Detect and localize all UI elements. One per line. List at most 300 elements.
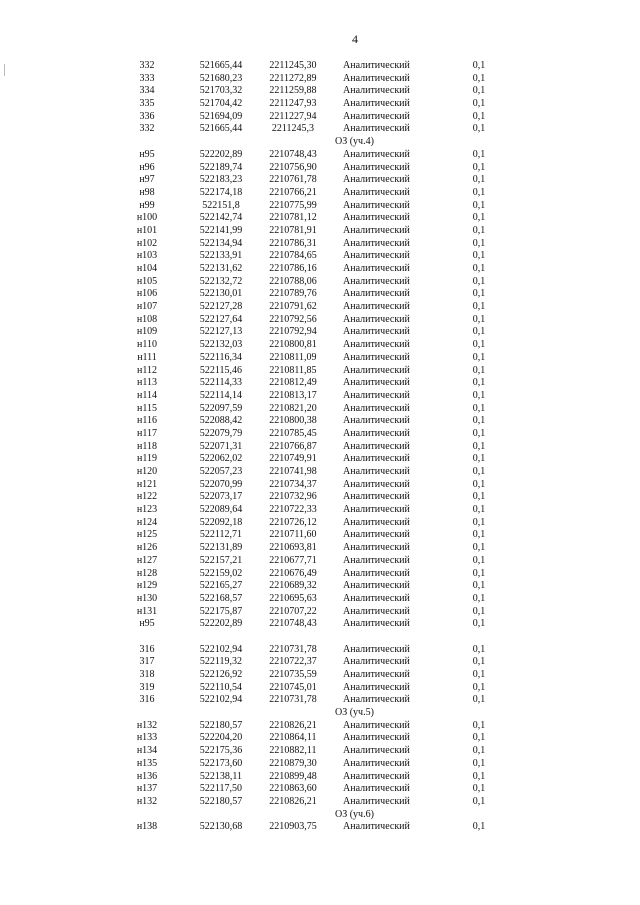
point-number: н116 <box>137 415 157 427</box>
accuracy: 0,1 <box>472 72 486 84</box>
coord-x: 522130,68 <box>199 821 243 833</box>
coord-y: 2210781,91 <box>269 224 317 236</box>
table-row <box>0 453 640 466</box>
method: Аналитический <box>343 516 410 528</box>
accuracy: 0,1 <box>472 110 486 122</box>
method: Аналитический <box>343 770 410 782</box>
table-row <box>0 758 640 771</box>
accuracy: 0,1 <box>472 212 486 224</box>
point-number: н132 <box>136 719 158 731</box>
method: Аналитический <box>343 263 410 274</box>
table-row <box>0 656 640 669</box>
table-row <box>0 149 640 162</box>
table-row <box>0 732 640 745</box>
coord-y: 2210711,60 <box>269 529 317 541</box>
accuracy: 0,1 <box>472 681 486 693</box>
coord-x: 522183,23 <box>199 174 243 186</box>
method: Аналитический <box>343 466 410 477</box>
coord-y: 2210741,98 <box>269 466 317 477</box>
table-row <box>0 517 640 530</box>
point-number: 316 <box>139 694 155 706</box>
section-heading <box>0 136 640 149</box>
section-label: ОЗ (уч.4) <box>335 136 374 148</box>
point-number: н101 <box>136 224 158 236</box>
coord-y: 2210811,09 <box>269 351 317 363</box>
coord-x: 522119,32 <box>199 656 243 668</box>
method: Аналитический <box>343 110 410 122</box>
coord-y: 2210882,11 <box>269 745 317 757</box>
table-row <box>0 542 640 555</box>
method: Аналитический <box>343 694 410 706</box>
table-row <box>0 555 640 568</box>
coord-y: 2210689,32 <box>269 580 317 592</box>
point-number: н130 <box>136 592 158 604</box>
coord-y: 2210761,78 <box>269 174 317 186</box>
coord-y: 2210899,48 <box>269 770 317 782</box>
table-row <box>0 491 640 504</box>
point-number: н122 <box>136 491 158 503</box>
coord-x: 521694,09 <box>199 110 243 122</box>
table-row <box>0 263 640 276</box>
point-number: н125 <box>136 529 158 541</box>
coord-y: 2210903,75 <box>269 821 317 833</box>
coord-y: 2210800,81 <box>269 339 317 351</box>
accuracy: 0,1 <box>472 618 486 630</box>
coord-y: 2210676,49 <box>269 567 317 579</box>
coord-x: 522079,79 <box>199 427 243 439</box>
method: Аналитический <box>343 288 410 300</box>
point-number: 316 <box>139 643 155 655</box>
point-number: н126 <box>136 542 158 554</box>
coord-x: 521665,44 <box>199 60 243 71</box>
section-heading <box>0 809 640 822</box>
section-label: ОЗ (уч.5) <box>335 707 374 719</box>
method: Аналитический <box>343 377 410 389</box>
accuracy: 0,1 <box>472 427 486 439</box>
coord-x: 522151,8 <box>202 199 240 211</box>
table-row <box>0 390 640 403</box>
table-row <box>0 720 640 733</box>
method: Аналитический <box>343 567 410 579</box>
coord-y: 2210732,96 <box>269 491 317 503</box>
method: Аналитический <box>343 656 410 668</box>
coord-y: 2210766,87 <box>269 440 317 452</box>
coord-x: 522130,01 <box>199 288 243 300</box>
coord-y: 2210789,76 <box>269 288 317 300</box>
point-number: 332 <box>139 60 155 71</box>
accuracy: 0,1 <box>472 301 486 313</box>
table-row <box>0 428 640 441</box>
point-number: н104 <box>136 263 158 274</box>
coord-y: 2211245,30 <box>269 60 317 71</box>
coord-y: 2210731,78 <box>269 643 317 655</box>
coord-x: 522132,03 <box>199 339 243 351</box>
table-row <box>0 301 640 314</box>
method: Аналитический <box>343 161 410 173</box>
coord-x: 522202,89 <box>199 618 243 630</box>
method: Аналитический <box>343 491 410 503</box>
accuracy: 0,1 <box>472 567 486 579</box>
coord-x: 522127,28 <box>199 301 243 313</box>
accuracy: 0,1 <box>472 351 486 363</box>
table-row <box>0 377 640 390</box>
table-row <box>0 85 640 98</box>
method: Аналитический <box>343 681 410 693</box>
table-row <box>0 504 640 517</box>
point-number: н124 <box>136 516 158 528</box>
accuracy: 0,1 <box>472 377 486 389</box>
accuracy: 0,1 <box>472 783 486 795</box>
coord-y: 2210864,11 <box>269 732 317 744</box>
coordinates-table <box>0 60 640 834</box>
coord-x: 522057,23 <box>199 466 243 477</box>
method: Аналитический <box>343 389 410 401</box>
method: Аналитический <box>343 554 410 566</box>
accuracy: 0,1 <box>472 554 486 566</box>
coord-y: 2210748,43 <box>269 148 317 160</box>
accuracy: 0,1 <box>472 440 486 452</box>
table-row <box>0 250 640 263</box>
coord-x: 522110,54 <box>199 681 243 693</box>
table-row <box>0 238 640 251</box>
accuracy: 0,1 <box>472 643 486 655</box>
method: Аналитический <box>343 618 410 630</box>
coord-x: 522175,36 <box>199 745 243 757</box>
method: Аналитический <box>343 275 410 287</box>
coord-y: 2210749,91 <box>269 453 317 465</box>
accuracy: 0,1 <box>472 402 486 414</box>
method: Аналитический <box>343 85 410 97</box>
accuracy: 0,1 <box>472 605 486 617</box>
point-number: н95 <box>139 618 155 630</box>
coord-y: 2210775,99 <box>269 199 317 211</box>
accuracy: 0,1 <box>472 250 486 262</box>
method: Аналитический <box>343 123 410 135</box>
table-row <box>0 365 640 378</box>
point-number: н107 <box>136 301 158 313</box>
table-row <box>0 212 640 225</box>
coord-x: 522142,74 <box>199 212 243 224</box>
coord-y: 2210677,71 <box>269 554 317 566</box>
accuracy: 0,1 <box>472 491 486 503</box>
accuracy: 0,1 <box>472 466 486 477</box>
table-row <box>0 162 640 175</box>
method: Аналитический <box>343 351 410 363</box>
coord-x: 522127,13 <box>199 326 243 338</box>
accuracy: 0,1 <box>472 795 486 807</box>
method: Аналитический <box>343 326 410 338</box>
point-number: н123 <box>136 504 158 516</box>
coord-x: 522116,34 <box>199 351 243 363</box>
method: Аналитический <box>343 427 410 439</box>
coord-y: 2210821,20 <box>269 402 317 414</box>
accuracy: 0,1 <box>472 123 486 135</box>
coord-y: 2210792,56 <box>269 313 317 325</box>
section-heading <box>0 707 640 720</box>
coord-y: 2211272,89 <box>269 72 317 84</box>
method: Аналитический <box>343 669 410 680</box>
coord-x: 522168,57 <box>199 592 243 604</box>
table-row <box>0 606 640 619</box>
coord-y: 2210748,43 <box>269 618 317 630</box>
blank-row <box>0 631 640 644</box>
table-row <box>0 339 640 352</box>
coord-x: 522102,94 <box>199 643 243 655</box>
table-row <box>0 200 640 213</box>
accuracy: 0,1 <box>472 504 486 516</box>
method: Аналитический <box>343 199 410 211</box>
coord-x: 522114,14 <box>199 389 243 401</box>
coord-y: 2210766,21 <box>269 186 317 198</box>
accuracy: 0,1 <box>472 174 486 186</box>
table-row <box>0 771 640 784</box>
accuracy: 0,1 <box>472 529 486 541</box>
method: Аналитический <box>343 643 410 655</box>
coord-y: 2211245,3 <box>271 123 315 135</box>
point-number: н129 <box>136 580 158 592</box>
point-number: н109 <box>136 326 158 338</box>
coord-y: 2210784,65 <box>269 250 317 262</box>
point-number: н97 <box>139 174 155 186</box>
table-row <box>0 60 640 73</box>
point-number: н117 <box>137 427 157 439</box>
method: Аналитический <box>343 224 410 236</box>
coord-x: 522114,33 <box>199 377 243 389</box>
method: Аналитический <box>343 529 410 541</box>
coord-y: 2210731,78 <box>269 694 317 706</box>
table-row <box>0 403 640 416</box>
accuracy: 0,1 <box>472 719 486 731</box>
accuracy: 0,1 <box>472 821 486 833</box>
point-number: н114 <box>137 389 157 401</box>
coord-x: 522131,89 <box>199 542 243 554</box>
method: Аналитический <box>343 148 410 160</box>
method: Аналитический <box>343 478 410 490</box>
coord-x: 522175,87 <box>199 605 243 617</box>
table-row <box>0 415 640 428</box>
method: Аналитический <box>343 364 410 376</box>
table-row <box>0 796 640 809</box>
coord-x: 522159,02 <box>199 567 243 579</box>
coord-x: 522173,60 <box>199 757 243 769</box>
method: Аналитический <box>343 250 410 262</box>
method: Аналитический <box>343 453 410 465</box>
method: Аналитический <box>343 719 410 731</box>
method: Аналитический <box>343 237 410 249</box>
accuracy: 0,1 <box>472 732 486 744</box>
table-row <box>0 111 640 124</box>
coord-x: 522126,92 <box>199 669 243 680</box>
point-number: 333 <box>139 72 155 84</box>
coord-y: 2210813,17 <box>269 389 317 401</box>
accuracy: 0,1 <box>472 453 486 465</box>
point-number: н99 <box>139 199 155 211</box>
point-number: 336 <box>139 110 155 122</box>
coord-x: 522157,21 <box>199 554 243 566</box>
method: Аналитический <box>343 72 410 84</box>
method: Аналитический <box>343 440 410 452</box>
accuracy: 0,1 <box>472 148 486 160</box>
table-row <box>0 314 640 327</box>
method: Аналитический <box>343 504 410 516</box>
table-row <box>0 326 640 339</box>
coord-x: 522092,18 <box>199 516 243 528</box>
accuracy: 0,1 <box>472 275 486 287</box>
method: Аналитический <box>343 301 410 313</box>
coord-y: 2210826,21 <box>269 719 317 731</box>
table-row <box>0 276 640 289</box>
coord-y: 2210812,49 <box>269 377 317 389</box>
point-number: н110 <box>137 339 157 351</box>
accuracy: 0,1 <box>472 98 486 110</box>
table-row <box>0 669 640 682</box>
table-row <box>0 225 640 238</box>
coord-y: 2210756,90 <box>269 161 317 173</box>
accuracy: 0,1 <box>472 516 486 528</box>
accuracy: 0,1 <box>472 478 486 490</box>
point-number: н113 <box>137 377 157 389</box>
point-number: н115 <box>137 402 157 414</box>
point-number: 317 <box>139 656 155 668</box>
coord-x: 522117,50 <box>199 783 243 795</box>
coord-x: 522165,27 <box>199 580 243 592</box>
method: Аналитический <box>343 821 410 833</box>
coord-x: 522180,57 <box>199 719 243 731</box>
accuracy: 0,1 <box>472 542 486 554</box>
table-row <box>0 821 640 834</box>
table-row <box>0 187 640 200</box>
accuracy: 0,1 <box>472 415 486 427</box>
coord-x: 521704,42 <box>199 98 243 110</box>
accuracy: 0,1 <box>472 757 486 769</box>
accuracy: 0,1 <box>472 85 486 97</box>
method: Аналитический <box>343 757 410 769</box>
section-label: ОЗ (уч.6) <box>335 808 374 820</box>
point-number: н106 <box>136 288 158 300</box>
accuracy: 0,1 <box>472 263 486 274</box>
point-number: н131 <box>136 605 158 617</box>
point-number: 318 <box>139 669 155 680</box>
point-number: 332 <box>139 123 155 135</box>
table-row <box>0 618 640 631</box>
accuracy: 0,1 <box>472 592 486 604</box>
accuracy: 0,1 <box>472 161 486 173</box>
point-number: н105 <box>136 275 158 287</box>
coord-y: 2210722,37 <box>269 656 317 668</box>
accuracy: 0,1 <box>472 186 486 198</box>
coord-x: 522180,57 <box>199 795 243 807</box>
table-row <box>0 529 640 542</box>
table-row <box>0 123 640 136</box>
coord-y: 2211227,94 <box>269 110 317 122</box>
coord-x: 522089,64 <box>199 504 243 516</box>
point-number: н120 <box>136 466 158 477</box>
coord-x: 522202,89 <box>199 148 243 160</box>
coord-x: 522132,72 <box>199 275 243 287</box>
coord-y: 2210693,81 <box>269 542 317 554</box>
table-row <box>0 288 640 301</box>
coord-x: 522133,91 <box>199 250 243 262</box>
accuracy: 0,1 <box>472 224 486 236</box>
coord-y: 2210811,85 <box>269 364 317 376</box>
coord-y: 2210788,06 <box>269 275 317 287</box>
point-number: н112 <box>137 364 157 376</box>
table-row <box>0 682 640 695</box>
accuracy: 0,1 <box>472 669 486 680</box>
coord-x: 522204,20 <box>199 732 243 744</box>
table-row <box>0 73 640 86</box>
method: Аналитический <box>343 745 410 757</box>
coord-x: 522062,02 <box>199 453 243 465</box>
point-number: н95 <box>139 148 155 160</box>
method: Аналитический <box>343 592 410 604</box>
point-number: н127 <box>136 554 158 566</box>
table-row <box>0 783 640 796</box>
point-number: н138 <box>136 821 158 833</box>
point-number: н128 <box>136 567 158 579</box>
point-number: н133 <box>136 732 158 744</box>
point-number: н102 <box>136 237 158 249</box>
table-row <box>0 466 640 479</box>
coord-x: 522097,59 <box>199 402 243 414</box>
table-row <box>0 441 640 454</box>
coord-y: 2210722,33 <box>269 504 317 516</box>
coord-y: 2210786,16 <box>269 263 317 274</box>
coord-x: 522189,74 <box>199 161 243 173</box>
point-number: н135 <box>136 757 158 769</box>
method: Аналитический <box>343 339 410 351</box>
method: Аналитический <box>343 783 410 795</box>
coord-x: 521703,32 <box>199 85 243 97</box>
point-number: н132 <box>136 795 158 807</box>
coord-x: 522071,31 <box>199 440 243 452</box>
accuracy: 0,1 <box>472 694 486 706</box>
table-row <box>0 644 640 657</box>
coord-y: 2211259,88 <box>269 85 317 97</box>
method: Аналитический <box>343 402 410 414</box>
point-number: н137 <box>136 783 158 795</box>
accuracy: 0,1 <box>472 199 486 211</box>
accuracy: 0,1 <box>472 60 486 71</box>
table-row <box>0 580 640 593</box>
method: Аналитический <box>343 732 410 744</box>
method: Аналитический <box>343 313 410 325</box>
coord-y: 2210863,60 <box>269 783 317 795</box>
method: Аналитический <box>343 415 410 427</box>
method: Аналитический <box>343 212 410 224</box>
accuracy: 0,1 <box>472 389 486 401</box>
coord-y: 2210745,01 <box>269 681 317 693</box>
point-number: н121 <box>136 478 158 490</box>
coord-y: 2210879,30 <box>269 757 317 769</box>
accuracy: 0,1 <box>472 580 486 592</box>
method: Аналитический <box>343 98 410 110</box>
table-row <box>0 98 640 111</box>
method: Аналитический <box>343 795 410 807</box>
coord-x: 522070,99 <box>199 478 243 490</box>
accuracy: 0,1 <box>472 339 486 351</box>
coord-x: 522138,11 <box>199 770 243 782</box>
coord-x: 522073,17 <box>199 491 243 503</box>
method: Аналитический <box>343 174 410 186</box>
coord-y: 2210781,12 <box>269 212 317 224</box>
method: Аналитический <box>343 186 410 198</box>
accuracy: 0,1 <box>472 656 486 668</box>
coord-x: 522134,94 <box>199 237 243 249</box>
coord-x: 522131,62 <box>199 263 243 274</box>
point-number: н108 <box>136 313 158 325</box>
accuracy: 0,1 <box>472 288 486 300</box>
